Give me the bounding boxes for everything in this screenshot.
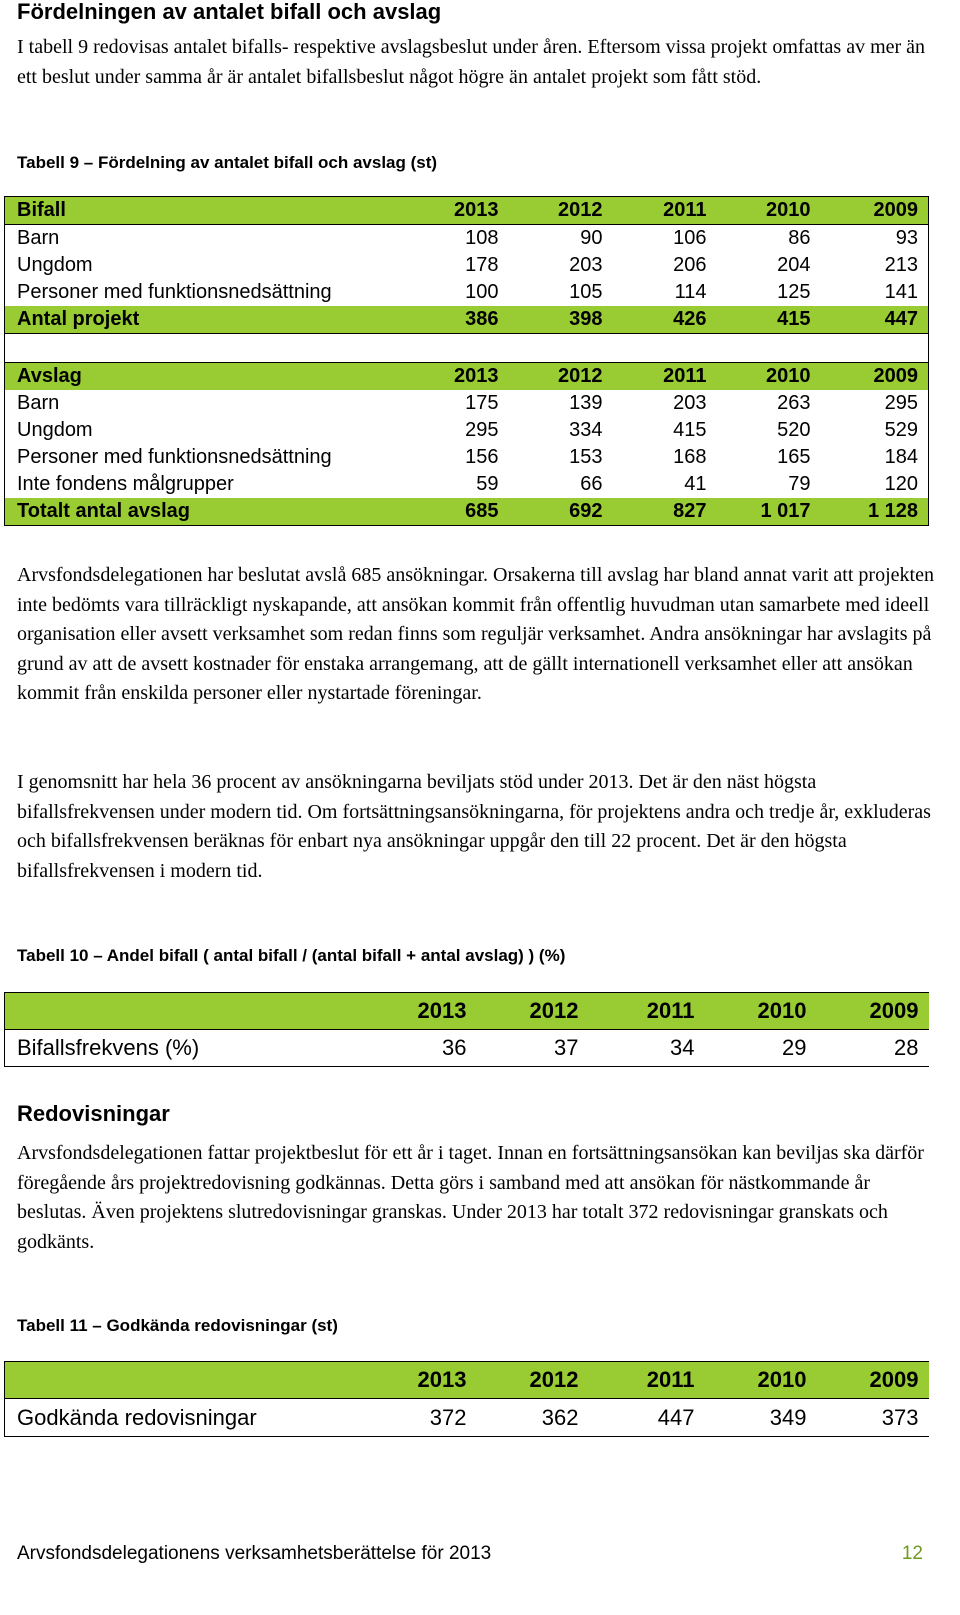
row-label: Barn — [17, 392, 60, 414]
row-label: Bifallsfrekvens (%) — [5, 1030, 365, 1067]
cell-value: 175 — [465, 392, 499, 414]
cell-value: 184 — [884, 446, 918, 468]
bifallsfrekvens-paragraph: I genomsnitt har hela 36 procent av ansökningarna beviljats stöd under 2013. Det är den näst högsta bifallsfrekvensen under modern tid. Om fortsättningsansökningarna, för projektens andra och tredje år, exkluderas och bifallsfrekvensen beräknas för enbart nya ansökningar uppgår den till 22 procent. Det är den högsta bifallsfrekvensen i modern tid. — [17, 771, 931, 882]
table9-avslag-title: Avslag — [5, 363, 405, 391]
intro-paragraph: I tabell 9 redovisas antalet bifalls- respektive avslagsbeslut under åren. Eftersom vissa projekt omfattas av mer än ett beslut under samma år är antalet bifallsbeslut något högre än antalet projekt som fått stöd. — [17, 36, 926, 88]
cell-value: 106 — [673, 227, 707, 249]
row-label: Antal projekt — [5, 306, 405, 334]
cell-value: 125 — [777, 281, 811, 303]
table9-bifall-header — [5, 197, 929, 225]
section-heading-redovisningar: Redovisningar — [17, 1101, 170, 1126]
cell-value: 105 — [569, 281, 603, 303]
cell-value: 692 — [509, 498, 613, 526]
cell-value: 168 — [673, 446, 707, 468]
cell-value: 100 — [465, 281, 499, 303]
table10-year: 2013 — [365, 993, 477, 1030]
table-row — [5, 279, 929, 306]
table10 — [4, 992, 929, 1067]
table9-year: 2009 — [821, 363, 929, 391]
page-number: 12 — [901, 1543, 923, 1564]
table9-year: 2011 — [613, 363, 717, 391]
cell-value: 1 128 — [821, 498, 929, 526]
cell-value: 36 — [365, 1030, 477, 1067]
table11-year: 2009 — [817, 1362, 929, 1399]
cell-value: 79 — [788, 473, 811, 495]
cell-value: 66 — [580, 473, 603, 495]
cell-value: 178 — [465, 254, 499, 276]
cell-value: 203 — [673, 392, 707, 414]
table9-year: 2013 — [405, 197, 509, 225]
cell-value: 114 — [674, 281, 707, 303]
table11-year: 2012 — [477, 1362, 589, 1399]
row-label: Totalt antal avslag — [5, 498, 405, 526]
table9-bifall-title: Bifall — [5, 197, 405, 225]
cell-value: 372 — [365, 1399, 477, 1437]
cell-value: 447 — [589, 1399, 705, 1437]
table11-header — [5, 1362, 929, 1399]
cell-value: 120 — [884, 473, 918, 495]
cell-value: 529 — [884, 419, 918, 441]
table-row — [5, 1030, 929, 1067]
table11-year: 2010 — [705, 1362, 817, 1399]
cell-value: 263 — [777, 392, 811, 414]
table9-year: 2013 — [405, 363, 509, 391]
cell-value: 165 — [777, 446, 811, 468]
table-row — [5, 390, 929, 417]
table-row — [5, 471, 929, 498]
cell-value: 108 — [465, 227, 499, 249]
table-row — [5, 444, 929, 471]
cell-value: 34 — [589, 1030, 705, 1067]
table-row — [5, 225, 929, 253]
cell-value: 206 — [673, 254, 707, 276]
cell-value: 398 — [509, 306, 613, 334]
table9-year: 2012 — [509, 363, 613, 391]
row-label: Inte fondens målgrupper — [17, 473, 234, 495]
table-row — [5, 417, 929, 444]
row-label: Barn — [17, 227, 60, 249]
cell-value: 426 — [613, 306, 717, 334]
table10-year: 2011 — [589, 993, 705, 1030]
cell-value: 204 — [777, 254, 811, 276]
table11 — [4, 1361, 929, 1437]
cell-value: 86 — [788, 227, 811, 249]
cell-value: 447 — [821, 306, 929, 334]
table-row — [5, 1399, 929, 1437]
avslag-paragraph: Arvsfondsdelegationen har beslutat avslå 685 ansökningar. Orsakerna till avslag har bland annat varit att projekten inte bedömts vara tillräckligt nyskapande, att ansökan kommit från offentlig huvudman utan samarbete med ideell organisation eller avsett verksamhet som redan finns som reguljär verksamhet. Andra ansökningar har avslagits på grund av att de avsett kostnader för enstaka arrangemang, att de gällt internationell verksamhet eller att ansökan kommit från enskilda personer eller nystartade föreningar. — [17, 564, 934, 704]
table10-year: 2010 — [705, 993, 817, 1030]
cell-value: 415 — [673, 419, 707, 441]
table9-year: 2011 — [613, 197, 717, 225]
row-label: Personer med funktionsnedsättning — [17, 281, 332, 303]
cell-value: 362 — [477, 1399, 589, 1437]
cell-value: 37 — [477, 1030, 589, 1067]
table9-year: 2012 — [509, 197, 613, 225]
cell-value: 334 — [569, 419, 603, 441]
row-label: Ungdom — [17, 419, 93, 441]
cell-value: 29 — [705, 1030, 817, 1067]
cell-value: 295 — [465, 419, 499, 441]
cell-value: 685 — [405, 498, 509, 526]
cell-value: 28 — [817, 1030, 929, 1067]
table9-year: 2010 — [717, 197, 821, 225]
cell-value: 203 — [569, 254, 603, 276]
cell-value: 373 — [817, 1399, 929, 1437]
row-label: Personer med funktionsnedsättning — [17, 446, 332, 468]
cell-value: 41 — [684, 473, 707, 495]
cell-value: 153 — [569, 446, 603, 468]
table10-header — [5, 993, 929, 1030]
cell-value: 93 — [895, 227, 918, 249]
row-label: Godkända redovisningar — [5, 1399, 365, 1437]
cell-value: 213 — [884, 254, 918, 276]
table11-caption: Tabell 11 – Godkända redovisningar (st) — [17, 1316, 338, 1335]
cell-value: 90 — [580, 227, 603, 249]
cell-value: 415 — [717, 306, 821, 334]
table9-caption: Tabell 9 – Fördelning av antalet bifall och avslag (st) — [17, 153, 438, 172]
table9-spacer-row — [5, 334, 929, 363]
cell-value: 139 — [569, 392, 603, 414]
footer-title: Arvsfondsdelegationens verksamhetsberättelse för 2013 — [17, 1543, 492, 1564]
section-heading-fordelningen: Fördelningen av antalet bifall och avslag — [17, 0, 442, 24]
table-row — [5, 252, 929, 279]
table11-year: 2013 — [365, 1362, 477, 1399]
cell-value: 827 — [613, 498, 717, 526]
table9 — [4, 196, 929, 526]
table10-caption: Tabell 10 – Andel bifall ( antal bifall / (antal bifall + antal avslag) ) (%) — [17, 946, 566, 965]
table9-avslag-header — [5, 363, 929, 391]
cell-value: 386 — [405, 306, 509, 334]
cell-value: 59 — [476, 473, 499, 495]
table9-year: 2010 — [717, 363, 821, 391]
cell-value: 1 017 — [717, 498, 821, 526]
cell-value: 349 — [705, 1399, 817, 1437]
cell-value: 520 — [777, 419, 811, 441]
cell-value: 156 — [465, 446, 499, 468]
table11-year: 2011 — [589, 1362, 705, 1399]
redovisningar-paragraph: Arvsfondsdelegationen fattar projektbeslut för ett år i taget. Innan en fortsättningsansökan kan beviljas ska därför föregående års projektredovisning godkännas. Detta görs i samband med att ansökan för nästkommande år beslutas. Även projektens slutredovisningar granskas. Under 2013 har totalt 372 redovisningar granskats och godkänts. — [17, 1142, 924, 1253]
table9-bifall-total — [5, 306, 929, 334]
table10-year: 2012 — [477, 993, 589, 1030]
cell-value: 141 — [884, 281, 918, 303]
table10-year: 2009 — [817, 993, 929, 1030]
row-label: Ungdom — [17, 254, 93, 276]
table9-year: 2009 — [821, 197, 929, 225]
table9-avslag-total — [5, 498, 929, 526]
cell-value: 295 — [884, 392, 918, 414]
